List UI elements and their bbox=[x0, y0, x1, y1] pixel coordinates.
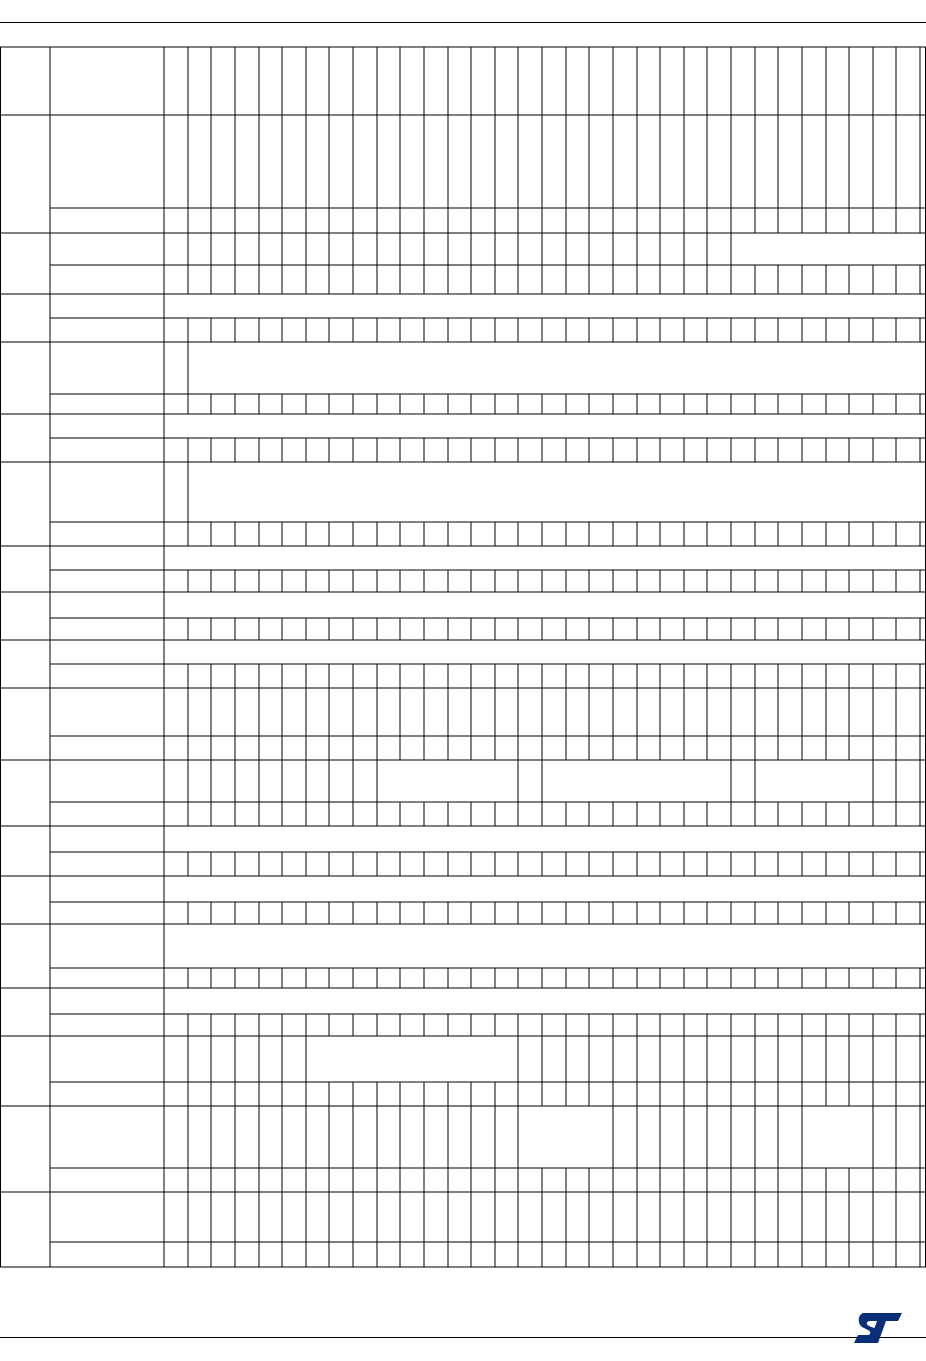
st-logo-icon bbox=[852, 1311, 904, 1345]
st-logo-shape bbox=[854, 1313, 902, 1343]
bottom-rule bbox=[0, 1337, 926, 1338]
